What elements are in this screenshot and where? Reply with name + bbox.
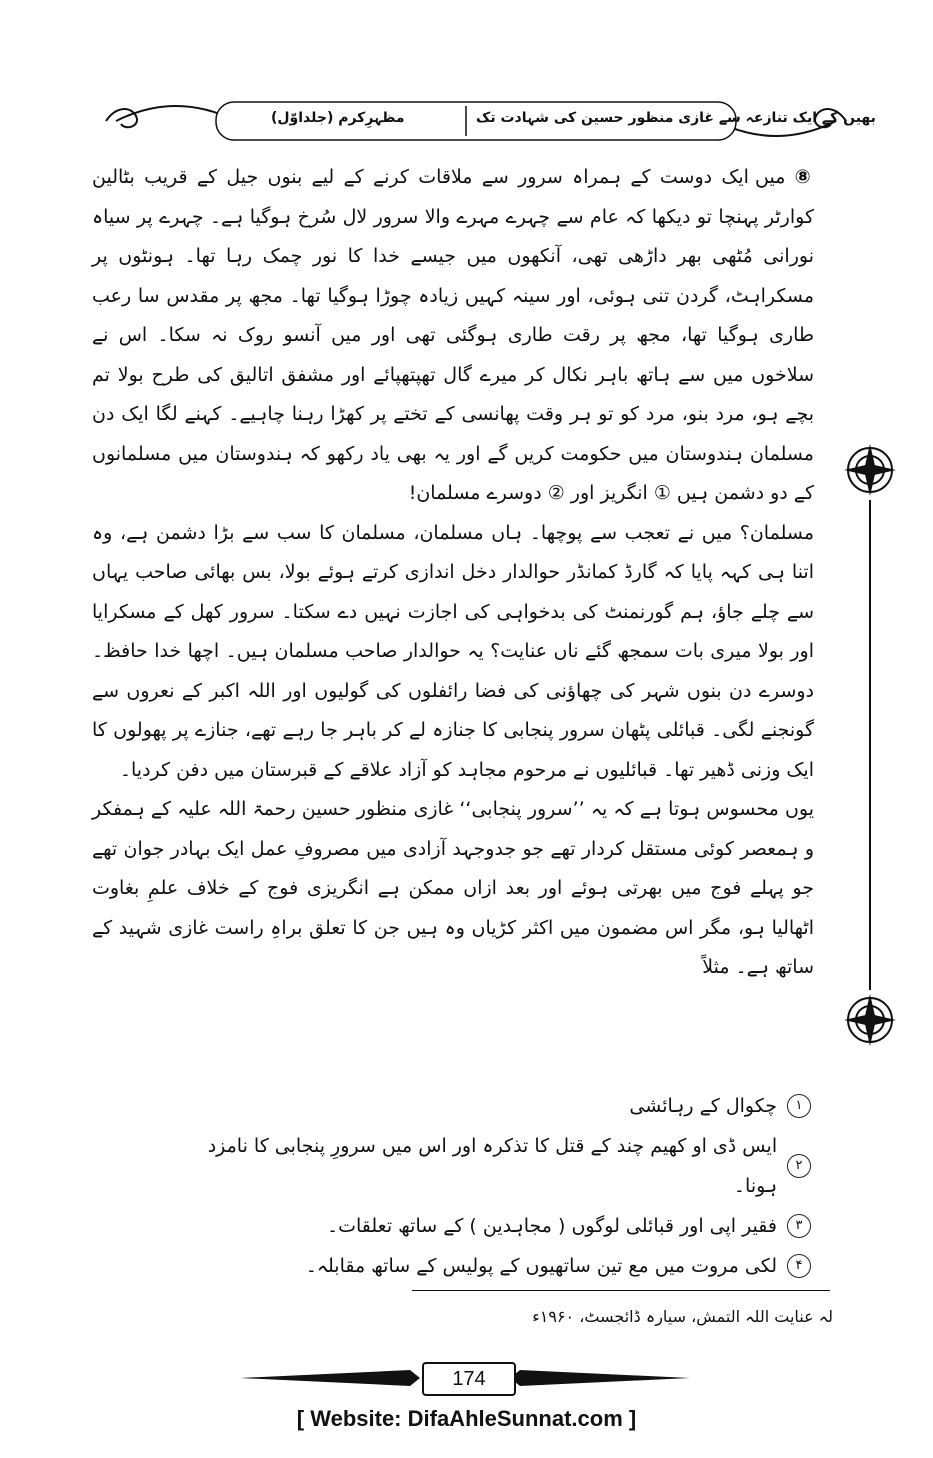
list-item-text: فقیر اپی اور قبائلی لوگوں ( مجاہدین ) کے ساتھ تعلقات۔ — [326, 1215, 777, 1237]
list-number: ۴ — [787, 1254, 811, 1278]
paragraph-text: میں ایک دوست کے ہمراہ سرور سے ملاقات کرنے کے لیے بنوں جیل کے قریب بٹالین کوارٹر پہنچا تو دیکھا کہ عام سے چہرے مہرے والا سرور لال سُرخ ہوگیا ہے۔ چہرے پر سیاہ نورانی مُٹھی بھر داڑھی تھی، آنکھوں میں جیسے خدا کا نور چمک رہا تھا۔ ہونٹوں پر مسکراہٹ، گردن تنی ہوئی، اور سینہ کہیں زیادہ چوڑا ہوگیا تھا۔ مجھ پر مقدس سا رعب طاری ہوگیا تھا، مجھ پر رقت طاری ہوگئی تھی اور میں آنسو روک نہ سکا۔ اس نے سلاخوں میں سے ہاتھ باہر نکال کر میرے گال تھپتھپائے اور مشفق اتالیق کی طرح بولا تم بچے ہو، مرد بنو، مرد کو تو ہر وقت پھانسی کے تختے پر کھڑا رہنا چاہیے۔ کہنے لگا ایک دن مسلمان ہندوستان میں حکومت کریں گے اور یہ بھی یاد رکھو کہ ہندوستان میں مسلمانوں کے دو دشمن ہیں ① انگریز اور ② دوسرے مسلمان! — [92, 166, 814, 504]
website-footer: [ Website: DifaAhleSunnat.com ] — [296, 1406, 637, 1431]
ornament-icon — [844, 994, 896, 1046]
list-number: ۳ — [787, 1214, 811, 1238]
book-title: مظہرِکرم (جلداوّل) — [271, 110, 405, 126]
footnote — [413, 1302, 833, 1332]
examples-list — [161, 1086, 811, 1286]
ornament-icon — [844, 444, 896, 496]
chapter-title: بھیں کے ایک تنازعہ سے غازی منظور حسین کی شہادت تک — [476, 110, 876, 126]
paragraph — [92, 514, 814, 791]
paragraph-text: مسلمان؟ میں نے تعجب سے پوچھا۔ ہاں مسلمان، مسلمان کا سب سے بڑا دشمن ہے، وہ اتنا ہی کہہ پایا کہ گارڈ کمانڈر حوالدار دخل اندازی کرتے ہوئے بولا، بس بھائی صاحب یہاں سے چلے جاؤ، ہم گورنمنٹ کی بدخواہی کی اجازت نہیں دے سکتا۔ سرور کھل کے مسکرایا اور بولا میری بات سمجھ گئے ناں عنایت؟ یہ حوالدار صاحب مسلمان ہیں۔ اچھا خدا حافظ۔ دوسرے دن بنوں شہر کی چھاؤنی کی فضا رائفلوں کی گولیوں اور اللہ اکبر کے نعروں سے گونجنے لگی۔ قبائلی پٹھان سرور پنجابی کا جنازہ لے کر باہر جا رہے تھے، جنازے پر پھولوں کا ایک وزنی ڈھیر تھا۔ قبائلیوں نے مرحوم مجاہد کو آزاد علاقے کے قبرستان میں دفن کردیا۔ — [92, 521, 814, 781]
paragraph-number: ⑧ — [794, 166, 815, 188]
list-number: ۱ — [787, 1094, 811, 1118]
list-item-text: چکوال کے رہائشی — [629, 1095, 777, 1117]
paragraph — [92, 790, 814, 988]
list-item — [161, 1126, 811, 1206]
list-item — [161, 1086, 811, 1126]
paragraph — [92, 158, 814, 514]
side-ornament — [840, 430, 900, 1070]
list-item — [161, 1246, 811, 1286]
main-text — [92, 158, 814, 988]
list-item — [161, 1206, 811, 1246]
footnote-text: عنایت اللہ التمش، سیارہ ڈائجسٹ، ۱۹۶۰ء — [532, 1307, 814, 1326]
footnote-divider — [412, 1290, 830, 1291]
paragraph-text: یوں محسوس ہوتا ہے کہ یہ ’’سرور پنجابی‘‘ غازی منظور حسین رحمۃ اللہ علیہ کے ہمفکر و ہمعصر کوئی مستقل کردار تھے جو جدوجہد آزادی میں مصروفِ عمل ایک بہادر جوان تھے جو پہلے فوج میں بھرتی ہوئے اور بعد ازاں ممکن ہے انگریزی فوج کے خلاف علمِ بغاوت اٹھالیا ہو، مگر اس مضمون میں اکثر کڑیاں وہ ہیں جن کا تعلق براہِ راست غازی شہید کے ساتھ ہے۔ مثلاً — [92, 798, 814, 978]
list-number: ۲ — [787, 1154, 811, 1178]
running-header — [96, 96, 876, 146]
list-item-text: لکی مروت میں مع تین ساتھیوں کے پولیس کے ساتھ مقابلہ۔ — [305, 1255, 777, 1277]
page-number: 174 — [422, 1362, 516, 1396]
list-item-text: ایس ڈی او کھیم چند کے قتل کا تذکرہ اور اس میں سرورِ پنجابی کا نامزد ہونا۔ — [207, 1135, 778, 1197]
footnote-marker: لہ — [818, 1307, 833, 1326]
